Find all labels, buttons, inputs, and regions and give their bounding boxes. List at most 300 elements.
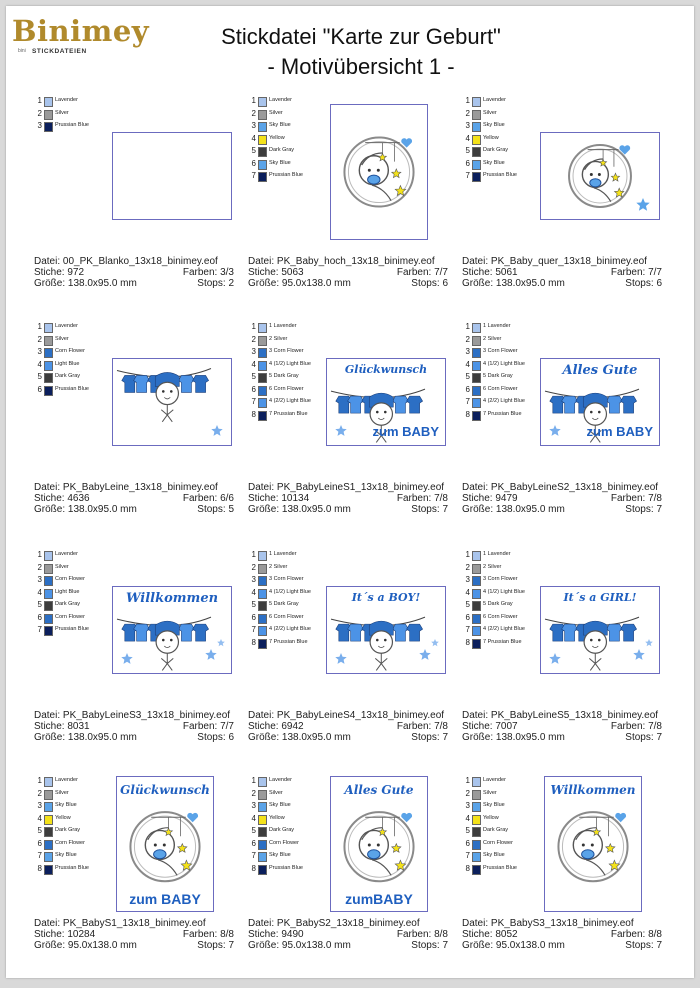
thread-name: Silver	[483, 789, 497, 796]
design-greeting-text: It´s a GIRL!	[563, 591, 637, 604]
thread-color-row	[248, 563, 328, 576]
thread-swatch	[472, 398, 481, 408]
size-value: 95.0x138.0 mm	[281, 940, 351, 951]
thread-swatch	[472, 172, 481, 182]
thread-name: Sky Blue	[55, 852, 77, 858]
thread-color-row	[34, 789, 114, 802]
design-card[interactable]	[462, 550, 667, 762]
thread-name: Prussian Blue	[55, 122, 89, 128]
thread-color-row	[248, 109, 328, 122]
thread-swatch	[258, 348, 267, 358]
thread-name: 4 (2/2) Light Blue	[483, 398, 525, 404]
thread-number: 8	[251, 637, 256, 647]
thread-color-row	[34, 335, 114, 348]
thread-number: 8	[37, 863, 42, 873]
size-label: Größe:	[248, 504, 280, 515]
thread-color-row	[248, 159, 328, 172]
thread-color-row	[34, 96, 114, 109]
thread-number: 5	[465, 372, 470, 381]
logo-subtext-left: bini	[18, 48, 26, 54]
thread-number: 1	[465, 550, 470, 559]
stops-value: 6	[228, 732, 234, 743]
design-greeting-text: Glückwunsch	[344, 363, 428, 376]
thread-swatch	[258, 802, 267, 812]
thread-swatch	[472, 122, 481, 132]
thread-color-row	[248, 789, 328, 802]
colors-info	[397, 493, 448, 504]
design-preview[interactable]	[544, 776, 642, 912]
thread-color-row	[248, 801, 328, 814]
colors-value: 7/8	[434, 493, 448, 504]
file-label: Datei:	[248, 482, 275, 493]
thread-swatch	[44, 373, 53, 383]
thread-swatch	[44, 840, 53, 850]
file-name: 00_PK_Blanko_13x18_binimey.eof	[62, 256, 218, 267]
thread-swatch	[472, 323, 481, 333]
thread-number: 8	[465, 409, 470, 419]
design-baby-text: zum BABY	[129, 891, 201, 907]
stops-value: 7	[228, 940, 234, 951]
thread-name: Corn Flower	[55, 348, 85, 354]
thread-color-legend	[462, 550, 542, 650]
thread-name: Lavender	[55, 777, 78, 783]
thread-number: 5	[37, 826, 42, 835]
thread-number: 4	[37, 587, 42, 597]
design-card[interactable]	[34, 550, 239, 762]
thread-swatch	[258, 589, 267, 599]
thread-swatch	[258, 852, 267, 862]
stops-label: Stops:	[411, 278, 440, 289]
thread-swatch	[258, 827, 267, 837]
thread-name: 3 Corn Flower	[269, 576, 304, 582]
thread-number: 2	[37, 788, 42, 798]
file-label: Datei:	[248, 710, 275, 721]
stops-value: 7	[656, 732, 662, 743]
colors-info	[183, 929, 234, 940]
stops-label: Stops:	[411, 732, 440, 743]
thread-name: Lavender	[483, 777, 506, 783]
thread-color-row	[462, 146, 542, 159]
stitches-value: 7007	[495, 721, 518, 732]
size-value: 138.0x95.0 mm	[281, 732, 351, 743]
thread-name: 6 Corn Flower	[269, 613, 304, 620]
thread-number: 1	[251, 322, 256, 331]
thread-name: Yellow	[269, 814, 285, 821]
design-info	[462, 918, 662, 951]
thread-name: Light Blue	[55, 588, 80, 595]
thread-swatch	[44, 614, 53, 624]
file-name: PK_BabyLeineS4_13x18_binimey.eof	[276, 710, 445, 721]
stops-info	[197, 940, 234, 951]
thread-number: 7	[251, 625, 256, 634]
design-info	[248, 256, 448, 289]
thread-swatch	[44, 122, 53, 132]
thread-name: Prussian Blue	[55, 626, 89, 632]
thread-number: 1	[37, 550, 42, 559]
file-label: Datei:	[34, 256, 61, 267]
colors-info	[611, 929, 662, 940]
stops-label: Stops:	[625, 732, 654, 743]
stops-value: 5	[228, 504, 234, 515]
colors-label: Farben:	[396, 493, 432, 504]
thread-swatch	[44, 601, 53, 611]
thread-swatch	[258, 564, 267, 574]
design-preview[interactable]	[540, 586, 660, 674]
thread-swatch	[258, 160, 267, 170]
thread-name: Corn Flower	[55, 613, 85, 620]
file-name: PK_BabyS1_13x18_binimey.eof	[62, 918, 206, 929]
colors-label: Farben:	[610, 493, 646, 504]
thread-swatch	[44, 323, 53, 333]
colors-label: Farben:	[610, 721, 646, 732]
thread-name: 6 Corn Flower	[483, 613, 518, 620]
thread-color-legend	[248, 96, 328, 184]
thread-number: 2	[465, 108, 470, 118]
design-card[interactable]	[34, 322, 239, 534]
binimey-logo[interactable]	[12, 14, 150, 64]
stops-label: Stops:	[411, 940, 440, 951]
thread-name: 7 Prussian Blue	[269, 410, 308, 417]
thread-name: 2 Silver	[269, 335, 288, 342]
thread-number: 3	[251, 347, 256, 356]
design-preview[interactable]	[330, 776, 428, 912]
thread-name: Silver	[269, 789, 283, 796]
colors-label: Farben:	[182, 267, 218, 278]
design-card[interactable]	[248, 322, 453, 534]
thread-number: 3	[465, 801, 470, 810]
design-preview[interactable]	[112, 358, 232, 446]
thread-number: 7	[465, 625, 470, 634]
thread-color-row	[248, 625, 328, 638]
colors-info	[397, 929, 448, 940]
thread-name: Silver	[55, 789, 69, 796]
thread-number: 8	[465, 637, 470, 647]
thread-number: 3	[465, 347, 470, 356]
design-card[interactable]	[462, 776, 667, 988]
stops-label: Stops:	[197, 940, 226, 951]
design-card[interactable]	[248, 776, 453, 988]
thread-color-row	[248, 146, 328, 159]
page-subtitle: - Motivübersicht 1 -	[267, 54, 455, 79]
stops-value: 7	[442, 504, 448, 515]
thread-color-row	[248, 96, 328, 109]
thread-number: 5	[251, 826, 256, 835]
file-label: Datei:	[34, 918, 61, 929]
thread-name: Sky Blue	[55, 802, 77, 808]
thread-color-row	[462, 826, 542, 839]
colors-info	[611, 493, 662, 504]
thread-swatch	[472, 827, 481, 837]
design-card[interactable]	[248, 96, 453, 308]
thread-name: 4 (2/2) Light Blue	[269, 626, 311, 632]
thread-number: 5	[251, 372, 256, 381]
thread-swatch	[472, 865, 481, 875]
thread-swatch	[44, 551, 53, 561]
thread-color-row	[248, 814, 328, 827]
file-name: PK_BabyS2_13x18_binimey.eof	[276, 918, 420, 929]
thread-name: Yellow	[269, 134, 285, 141]
thread-number: 2	[465, 334, 470, 344]
thread-color-row	[248, 600, 328, 613]
logo-subtext: STICKDATEIEN	[32, 48, 87, 55]
design-info	[462, 710, 662, 743]
stitches-value: 972	[67, 267, 85, 278]
design-greeting-text: Glückwunsch	[120, 783, 210, 797]
thread-name: Corn Flower	[55, 839, 85, 846]
file-label: Datei:	[462, 918, 489, 929]
colors-value: 8/8	[220, 929, 234, 940]
thread-swatch	[258, 361, 267, 371]
thread-swatch	[472, 147, 481, 157]
thread-color-row	[462, 776, 542, 789]
thread-color-row	[34, 563, 114, 576]
thread-color-row	[34, 839, 114, 852]
thread-number: 5	[37, 372, 42, 381]
design-preview[interactable]	[112, 586, 232, 674]
thread-number: 6	[251, 838, 256, 848]
thread-name: Silver	[55, 335, 69, 342]
stops-value: 6	[442, 278, 448, 289]
design-info	[248, 482, 448, 515]
size-value: 138.0x95.0 mm	[67, 278, 137, 289]
thread-number: 5	[251, 146, 256, 155]
thread-swatch	[44, 815, 53, 825]
design-baby-text: zum BABY	[372, 424, 439, 439]
thread-name: Silver	[483, 109, 497, 116]
thread-swatch	[258, 122, 267, 132]
thread-color-row	[34, 360, 114, 373]
thread-color-row	[34, 625, 114, 638]
size-value: 138.0x95.0 mm	[281, 504, 351, 515]
thread-color-row	[248, 134, 328, 147]
design-card[interactable]	[34, 96, 239, 308]
design-preview[interactable]	[326, 358, 446, 446]
thread-number: 5	[465, 146, 470, 155]
colors-value: 6/6	[220, 493, 234, 504]
file-label: Datei:	[462, 256, 489, 267]
thread-color-row	[248, 851, 328, 864]
thread-color-row	[34, 109, 114, 122]
thread-name: 3 Corn Flower	[269, 348, 304, 354]
thread-swatch	[472, 411, 481, 421]
thread-number: 4	[251, 133, 256, 143]
baby-moon-artwork	[541, 133, 659, 219]
thread-number: 8	[465, 863, 470, 873]
size-value: 138.0x95.0 mm	[495, 278, 565, 289]
design-card[interactable]	[462, 322, 667, 534]
stops-value: 7	[656, 504, 662, 515]
thread-swatch	[44, 110, 53, 120]
thread-number: 4	[251, 359, 256, 369]
design-preview[interactable]	[540, 132, 660, 220]
thread-number: 3	[37, 575, 42, 584]
size-value: 138.0x95.0 mm	[495, 504, 565, 515]
design-greeting-text: It´s a BOY!	[351, 591, 421, 604]
thread-swatch	[258, 411, 267, 421]
thread-swatch	[44, 589, 53, 599]
colors-value: 7/8	[434, 721, 448, 732]
thread-color-legend	[248, 550, 328, 650]
size-value: 138.0x95.0 mm	[67, 504, 137, 515]
stops-info	[197, 278, 234, 289]
design-greeting-text: Willkommen	[550, 783, 636, 797]
design-preview[interactable]	[326, 586, 446, 674]
thread-number: 2	[251, 334, 256, 344]
thread-color-legend	[34, 776, 114, 876]
design-greeting-text: Alles Gute	[344, 783, 414, 797]
design-card[interactable]	[248, 550, 453, 762]
design-info	[34, 918, 234, 951]
thread-name: Sky Blue	[483, 802, 505, 808]
thread-name: Sky Blue	[269, 852, 291, 858]
thread-number: 1	[37, 322, 42, 331]
stitches-label: Stiche:	[248, 929, 279, 940]
thread-color-row	[34, 550, 114, 563]
thread-name: Yellow	[483, 814, 499, 821]
thread-swatch	[472, 551, 481, 561]
thread-number: 6	[37, 612, 42, 622]
file-label: Datei:	[34, 710, 61, 721]
thread-number: 2	[465, 788, 470, 798]
thread-name: Sky Blue	[269, 159, 291, 166]
thread-color-legend	[462, 322, 542, 422]
thread-color-row	[248, 839, 328, 852]
design-card[interactable]	[34, 776, 239, 988]
baby-clothesline-artwork	[113, 359, 231, 445]
design-preview[interactable]	[116, 776, 214, 912]
thread-name: 1 Lavender	[483, 323, 511, 329]
thread-swatch	[472, 815, 481, 825]
thread-color-row	[34, 588, 114, 601]
design-info	[34, 482, 234, 515]
file-label: Datei:	[462, 710, 489, 721]
thread-name: 4 (1/2) Light Blue	[269, 588, 311, 595]
thread-name: 1 Lavender	[269, 323, 297, 329]
thread-name: Lavender	[55, 97, 78, 103]
thread-number: 1	[251, 96, 256, 105]
size-value: 138.0x95.0 mm	[495, 732, 565, 743]
thread-number: 7	[37, 625, 42, 634]
thread-number: 3	[465, 575, 470, 584]
size-label: Größe:	[462, 940, 494, 951]
thread-color-row	[248, 372, 328, 385]
thread-number: 7	[465, 851, 470, 860]
file-name: PK_Baby_quer_13x18_binimey.eof	[490, 256, 647, 267]
stitches-value: 8052	[495, 929, 518, 940]
thread-name: 2 Silver	[269, 563, 288, 570]
thread-color-row	[462, 864, 542, 877]
size-label: Größe:	[34, 732, 66, 743]
thread-color-legend	[248, 322, 328, 422]
stops-info	[625, 278, 662, 289]
stitches-label: Stiche:	[248, 493, 279, 504]
stops-info	[625, 940, 662, 951]
design-preview[interactable]	[330, 104, 428, 240]
stops-label: Stops:	[411, 504, 440, 515]
thread-name: 6 Corn Flower	[483, 385, 518, 392]
thread-color-legend	[34, 322, 114, 397]
thread-swatch	[258, 323, 267, 333]
stitches-label: Stiche:	[462, 721, 493, 732]
design-greeting-text: Alles Gute	[562, 363, 638, 378]
thread-name: Lavender	[269, 97, 292, 103]
thread-number: 7	[465, 171, 470, 180]
thread-number: 6	[465, 612, 470, 622]
thread-color-row	[34, 864, 114, 877]
thread-name: Corn Flower	[55, 576, 85, 582]
thread-color-row	[462, 96, 542, 109]
thread-color-row	[34, 801, 114, 814]
stitches-label: Stiche:	[34, 267, 65, 278]
thread-name: Dark Gray	[269, 827, 295, 833]
size-label: Größe:	[34, 278, 66, 289]
thread-swatch	[472, 777, 481, 787]
stitches-value: 9479	[495, 493, 518, 504]
thread-swatch	[258, 626, 267, 636]
thread-color-row	[462, 600, 542, 613]
thread-number: 1	[465, 776, 470, 785]
thread-name: Silver	[269, 109, 283, 116]
file-label: Datei:	[34, 482, 61, 493]
thread-swatch	[44, 564, 53, 574]
design-info	[248, 918, 448, 951]
thread-swatch	[472, 97, 481, 107]
thread-name: Prussian Blue	[483, 864, 517, 871]
thread-color-row	[248, 121, 328, 134]
thread-color-legend	[34, 96, 114, 134]
thread-swatch	[472, 626, 481, 636]
thread-color-row	[462, 322, 542, 335]
thread-name: 2 Silver	[483, 335, 502, 342]
thread-color-legend	[248, 776, 328, 876]
design-preview[interactable]	[540, 358, 660, 446]
thread-name: Prussian Blue	[269, 864, 303, 871]
thread-swatch	[258, 639, 267, 649]
thread-name: 5 Dark Gray	[483, 373, 513, 379]
file-name: PK_BabyLeineS5_13x18_binimey.eof	[490, 710, 659, 721]
thread-color-row	[462, 789, 542, 802]
stops-label: Stops:	[625, 940, 654, 951]
thread-color-row	[248, 171, 328, 184]
thread-name: 7 Prussian Blue	[269, 638, 308, 645]
colors-label: Farben:	[396, 721, 432, 732]
thread-swatch	[44, 361, 53, 371]
file-name: PK_Baby_hoch_13x18_binimey.eof	[276, 256, 435, 267]
thread-color-row	[462, 613, 542, 626]
thread-number: 4	[465, 133, 470, 143]
thread-color-row	[462, 575, 542, 588]
thread-swatch	[44, 336, 53, 346]
design-preview[interactable]	[112, 132, 232, 220]
thread-swatch	[44, 827, 53, 837]
thread-name: Prussian Blue	[55, 864, 89, 871]
thread-swatch	[258, 147, 267, 157]
design-info	[34, 710, 234, 743]
file-label: Datei:	[248, 256, 275, 267]
stops-info	[625, 732, 662, 743]
thread-color-row	[34, 322, 114, 335]
thread-swatch	[44, 777, 53, 787]
thread-name: Dark Gray	[55, 827, 81, 833]
colors-info	[183, 267, 234, 278]
design-card[interactable]	[462, 96, 667, 308]
thread-name: 4 (1/2) Light Blue	[483, 588, 525, 595]
thread-number: 5	[251, 600, 256, 609]
thread-swatch	[472, 639, 481, 649]
thread-swatch	[44, 852, 53, 862]
colors-value: 7/7	[220, 721, 234, 732]
thread-color-row	[462, 171, 542, 184]
